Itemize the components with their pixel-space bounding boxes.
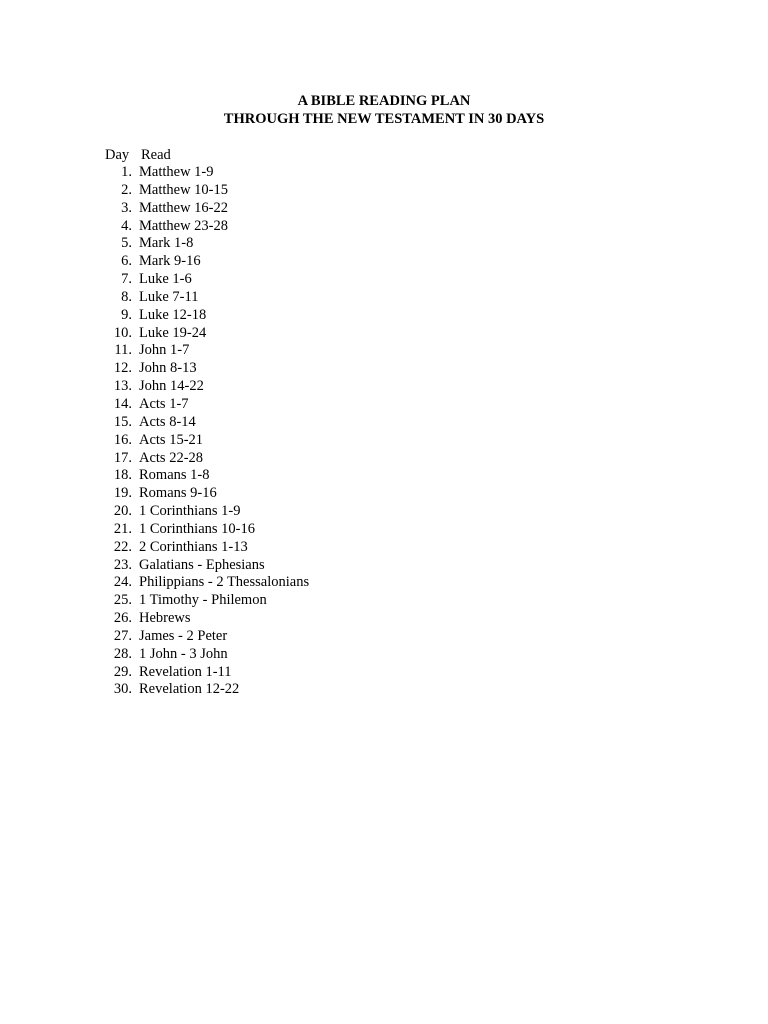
day-number: 16. bbox=[113, 431, 132, 448]
day-number: 22. bbox=[113, 538, 132, 555]
list-item bbox=[100, 539, 309, 557]
list-item bbox=[100, 235, 309, 253]
day-number: 10. bbox=[113, 324, 132, 341]
reading-passage: Matthew 23-28 bbox=[139, 217, 228, 234]
list-item bbox=[100, 182, 309, 200]
list-item bbox=[100, 592, 309, 610]
reading-passage: Matthew 1-9 bbox=[139, 164, 214, 180]
day-number: 21. bbox=[113, 520, 132, 537]
list-item bbox=[100, 503, 309, 521]
list-item bbox=[100, 200, 309, 218]
reading-passage: Luke 7-11 bbox=[139, 288, 199, 305]
day-number: 12. bbox=[113, 360, 132, 377]
day-number: 14. bbox=[113, 395, 132, 412]
reading-passage: 1 Corinthians 1-9 bbox=[139, 503, 241, 520]
day-number: 26. bbox=[113, 610, 132, 627]
day-number: 6. bbox=[121, 253, 132, 270]
day-number: 1. bbox=[121, 164, 132, 180]
list-item bbox=[100, 628, 309, 646]
reading-plan-list bbox=[100, 164, 309, 699]
list-item bbox=[100, 432, 309, 450]
reading-passage: John 8-13 bbox=[139, 360, 197, 377]
reading-passage: Acts 15-21 bbox=[139, 431, 204, 448]
reading-passage: Matthew 10-15 bbox=[139, 181, 228, 198]
reading-passage: 1 Corinthians 10-16 bbox=[139, 520, 255, 537]
day-number: 13. bbox=[113, 378, 132, 395]
reading-passage: 2 Corinthians 1-13 bbox=[139, 538, 248, 555]
reading-passage: James - 2 Peter bbox=[139, 627, 228, 644]
list-item bbox=[100, 164, 309, 182]
day-number: 2. bbox=[121, 181, 132, 198]
day-number: 20. bbox=[113, 503, 132, 520]
day-number: 15. bbox=[113, 413, 132, 430]
list-item bbox=[100, 664, 309, 682]
day-number: 19. bbox=[113, 485, 132, 502]
reading-passage: Acts 1-7 bbox=[139, 395, 189, 412]
column-header-row bbox=[105, 146, 171, 164]
day-number: 3. bbox=[121, 199, 132, 216]
reading-passage: Matthew 16-22 bbox=[139, 199, 228, 216]
document-title-line-2: THROUGH THE NEW TESTAMENT IN 30 DAYS bbox=[223, 111, 545, 127]
list-item bbox=[100, 681, 309, 699]
list-item bbox=[100, 521, 309, 539]
reading-passage: Galatians - Ephesians bbox=[139, 556, 265, 573]
list-item bbox=[100, 360, 309, 378]
day-number: 9. bbox=[121, 306, 132, 323]
list-item bbox=[100, 271, 309, 289]
list-item bbox=[100, 646, 309, 664]
column-header-read: Read bbox=[141, 147, 171, 163]
list-item bbox=[100, 307, 309, 325]
day-number: 7. bbox=[121, 271, 132, 288]
list-item bbox=[100, 467, 309, 485]
list-item bbox=[100, 574, 309, 592]
reading-passage: Acts 8-14 bbox=[139, 413, 196, 430]
reading-passage: Romans 9-16 bbox=[139, 485, 217, 502]
day-number: 29. bbox=[113, 663, 132, 680]
column-header-day: Day bbox=[105, 147, 130, 163]
day-number: 4. bbox=[121, 217, 132, 234]
list-item bbox=[100, 378, 309, 396]
reading-passage: 1 John - 3 John bbox=[139, 645, 228, 662]
day-number: 25. bbox=[113, 592, 132, 609]
reading-passage: Luke 12-18 bbox=[139, 306, 207, 323]
day-number: 23. bbox=[113, 556, 132, 573]
reading-passage: Hebrews bbox=[139, 610, 191, 627]
reading-passage: Luke 19-24 bbox=[139, 324, 207, 341]
day-number: 30. bbox=[113, 681, 132, 698]
list-item bbox=[100, 396, 309, 414]
day-number: 27. bbox=[113, 627, 132, 644]
reading-passage: Acts 22-28 bbox=[139, 449, 204, 466]
list-item bbox=[100, 485, 309, 503]
day-number: 28. bbox=[113, 645, 132, 662]
list-item bbox=[100, 253, 309, 271]
day-number: 24. bbox=[113, 574, 132, 591]
list-item bbox=[100, 610, 309, 628]
list-item bbox=[100, 342, 309, 360]
day-number: 11. bbox=[114, 342, 132, 359]
reading-passage: Revelation 1-11 bbox=[139, 663, 232, 680]
reading-passage: Philippians - 2 Thessalonians bbox=[139, 574, 310, 591]
day-number: 18. bbox=[113, 467, 132, 484]
list-item bbox=[100, 325, 309, 343]
reading-passage: Romans 1-8 bbox=[139, 467, 210, 484]
list-item bbox=[100, 218, 309, 236]
reading-passage: Mark 1-8 bbox=[139, 235, 194, 252]
reading-passage: John 1-7 bbox=[139, 342, 190, 359]
day-number: 5. bbox=[121, 235, 132, 252]
reading-passage: Revelation 12-22 bbox=[139, 681, 240, 698]
list-item bbox=[100, 289, 309, 307]
reading-passage: Luke 1-6 bbox=[139, 271, 192, 288]
reading-passage: John 14-22 bbox=[139, 378, 204, 395]
day-number: 17. bbox=[113, 449, 132, 466]
day-number: 8. bbox=[121, 288, 132, 305]
reading-passage: 1 Timothy - Philemon bbox=[139, 592, 267, 609]
list-item bbox=[100, 414, 309, 432]
list-item bbox=[100, 450, 309, 468]
list-item bbox=[100, 557, 309, 575]
document-title-line-1: A BIBLE READING PLAN bbox=[297, 93, 471, 109]
reading-passage: Mark 9-16 bbox=[139, 253, 201, 270]
